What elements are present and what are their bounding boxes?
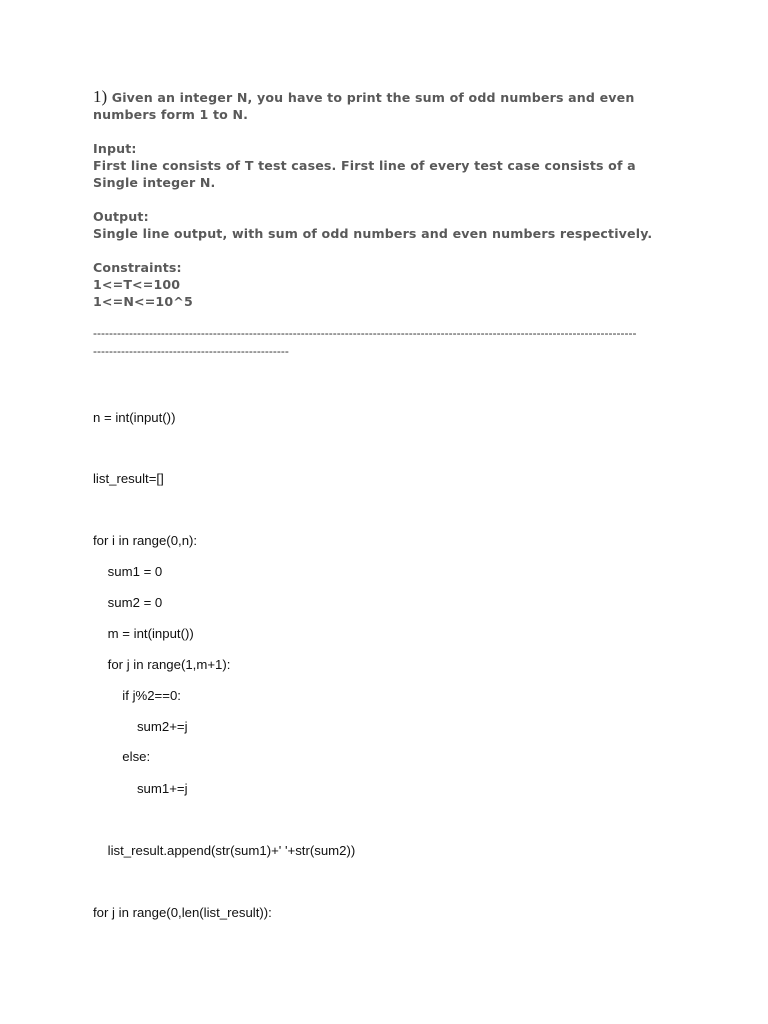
- separator-line: -------------------------------------------------: [93, 344, 289, 358]
- separator: [93, 324, 683, 360]
- problem-statement-line: numbers form 1 to N.: [93, 107, 249, 122]
- problem-number: 1): [93, 87, 108, 106]
- constraint-line: 1<=N<=10^5: [93, 294, 193, 309]
- code-line: for j in range(1,m+1):: [93, 657, 231, 672]
- problem-title: [93, 88, 693, 106]
- input-heading: Input:: [93, 141, 137, 156]
- input-description-line: First line consists of T test cases. First line of every test case consists of a: [93, 158, 636, 173]
- code-line: for i in range(0,n):: [93, 533, 198, 548]
- output-description-line: Single line output, with sum of odd numbers and even numbers respectively.: [93, 226, 653, 241]
- problem-statement-line: Given an integer N, you have to print the sum of odd numbers and even: [111, 90, 635, 105]
- code-line: n = int(input()): [93, 410, 176, 425]
- code-line: for j in range(0,len(list_result)):: [93, 905, 272, 920]
- code-line: sum2+=j: [93, 719, 188, 734]
- output-heading: Output:: [93, 209, 149, 224]
- code-line: sum2 = 0: [93, 595, 163, 610]
- code-line: sum1+=j: [93, 781, 188, 796]
- problem-statement: [93, 88, 693, 310]
- separator-line: ----------------------------------------------------------------------------------------------------------------------------------------: [93, 326, 637, 340]
- code-line: m = int(input()): [93, 626, 194, 641]
- code-line: list_result=[]: [93, 471, 164, 486]
- code-line: if j%2==0:: [93, 688, 181, 703]
- code-line: list_result.append(str(sum1)+' '+str(sum2)): [93, 843, 356, 858]
- code-line: sum1 = 0: [93, 564, 163, 579]
- constraint-line: 1<=T<=100: [93, 277, 181, 292]
- constraints-heading: Constraints:: [93, 260, 182, 275]
- code-line: else:: [93, 749, 151, 764]
- input-description-line: Single integer N.: [93, 175, 216, 190]
